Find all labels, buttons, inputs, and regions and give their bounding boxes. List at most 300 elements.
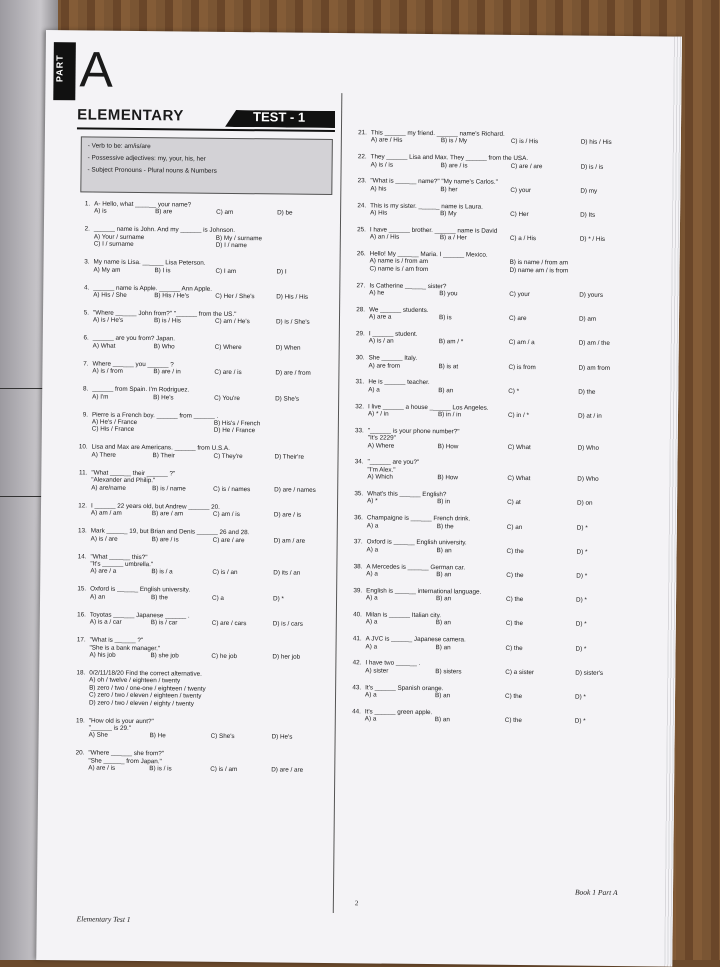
answer-option[interactable]: A) is / an	[368, 337, 394, 346]
question-number: 21.	[358, 129, 367, 137]
answer-option[interactable]: B) is at	[438, 362, 459, 370]
answer-option[interactable]: B) He	[149, 732, 166, 740]
answer-options	[369, 338, 649, 348]
answer-options	[366, 570, 646, 580]
answer-option[interactable]: B) are	[155, 208, 173, 216]
answer-option[interactable]: B) am / *	[438, 338, 464, 346]
answer-option[interactable]: D) on	[577, 500, 593, 508]
question-item	[348, 427, 648, 452]
answer-option[interactable]: C) a sister	[505, 668, 535, 677]
question-item	[346, 611, 646, 629]
test-label: TEST - 1	[253, 109, 306, 125]
answer-options	[368, 442, 648, 452]
answer-option[interactable]: A) There	[91, 451, 116, 459]
question-number: 44.	[352, 708, 361, 716]
answer-options	[366, 595, 646, 605]
answer-option[interactable]: C) Where	[214, 343, 242, 351]
answer-options	[89, 651, 333, 661]
question-item	[73, 284, 337, 302]
question-item	[347, 514, 647, 532]
answer-option[interactable]: B) the	[151, 593, 168, 602]
part-tab	[53, 42, 130, 101]
answer-option[interactable]: A) are/name	[91, 484, 126, 492]
question-item	[345, 684, 645, 702]
question-number: 14.	[77, 552, 87, 560]
question-number: 35.	[354, 490, 364, 498]
answer-option[interactable]: A) oh / twelve / eighteen / twenty	[89, 676, 181, 685]
answer-option[interactable]: B) an	[436, 546, 452, 555]
answer-option[interactable]: B) is / name	[152, 484, 186, 493]
question-item	[71, 527, 335, 545]
answer-options	[92, 419, 336, 436]
title-rule	[77, 127, 335, 132]
question-item	[346, 587, 646, 605]
question-stem: I ______ student.	[368, 330, 418, 338]
answer-option[interactable]: B) an	[435, 692, 451, 700]
question-number: 26.	[356, 250, 366, 258]
question-stem: Toyotas ______ Japanese ______ .	[89, 611, 190, 620]
answer-option[interactable]: A) a	[366, 546, 379, 554]
answer-option[interactable]: C) *	[508, 387, 520, 395]
question-item	[69, 717, 333, 742]
answer-option[interactable]: C) am / a	[508, 339, 535, 347]
answer-option[interactable]: D) Their're	[274, 453, 305, 461]
answer-option[interactable]: D) is / She's	[275, 318, 310, 327]
answer-option[interactable]: D) am / the	[578, 340, 610, 348]
answer-option[interactable]: A) are a	[368, 313, 392, 321]
answer-option[interactable]: C) Her / She's	[215, 292, 255, 301]
answer-option[interactable]: A) a	[368, 386, 380, 394]
question-item	[74, 226, 338, 251]
question-stem: We ______ students.	[369, 306, 429, 314]
answer-option[interactable]: C) are / are	[510, 162, 543, 170]
answer-options	[91, 535, 335, 545]
answer-option[interactable]: A) an / His	[369, 233, 400, 241]
answer-option[interactable]: B) she job	[150, 652, 179, 660]
answer-option[interactable]: A) is / He's	[92, 316, 124, 325]
question-number: 8.	[82, 385, 89, 393]
answer-option[interactable]: A) He's / France	[91, 418, 138, 427]
answer-option[interactable]: A) is / is	[370, 161, 394, 169]
answer-option[interactable]: C) is / names	[213, 485, 251, 493]
answer-option[interactable]: A) are / His	[370, 136, 403, 145]
answer-option[interactable]: D) I / name	[215, 242, 247, 250]
question-stem: ______ from Spain. I'm Rodriguez.	[92, 385, 190, 394]
answer-option[interactable]: A) are / a	[90, 567, 117, 576]
question-stem: "______ are you?"	[367, 458, 420, 467]
answer-option[interactable]: B) is / His	[153, 317, 181, 325]
answer-option[interactable]: A) are from	[368, 362, 401, 370]
answer-option[interactable]: B) He's	[153, 393, 174, 402]
question-number: 29.	[356, 330, 365, 338]
question-number: 10.	[78, 443, 88, 451]
answer-option[interactable]: D) be	[277, 209, 293, 217]
question-number: 30.	[355, 354, 365, 362]
answer-option[interactable]: B) in / in	[437, 411, 462, 419]
answer-option[interactable]: A) is / are	[90, 534, 118, 543]
answer-option[interactable]: B) I is	[154, 266, 171, 274]
answer-options	[88, 765, 332, 775]
answer-option[interactable]: D) *	[576, 572, 588, 580]
answer-option[interactable]: B) is name / from am	[509, 259, 569, 267]
question-number: 43.	[352, 683, 362, 692]
answer-option[interactable]: C) name is / am from	[369, 265, 429, 273]
answer-option[interactable]: A) My am	[93, 266, 121, 274]
answer-option[interactable]: B) His / He's	[154, 292, 190, 300]
answer-option[interactable]: B) How	[437, 442, 459, 450]
answer-option[interactable]: C) the	[505, 620, 523, 628]
answer-option[interactable]: D) He's	[271, 733, 293, 741]
question-number: 7.	[83, 360, 89, 368]
question-stem: Milan is ______ Italian city.	[365, 611, 442, 620]
answer-option[interactable]: C) your	[509, 290, 530, 299]
answer-option[interactable]: A) are / is	[88, 764, 116, 772]
question-item	[345, 708, 645, 726]
answer-option[interactable]: C) the	[506, 571, 524, 580]
answer-option[interactable]: D) *	[576, 548, 588, 556]
question-stem: "It's 2229"	[367, 434, 396, 442]
answer-option[interactable]: C) your	[510, 186, 532, 194]
answer-options	[369, 258, 649, 276]
answer-option[interactable]: B) My	[440, 210, 457, 218]
answer-option[interactable]: D) *	[575, 621, 587, 629]
answer-option[interactable]: A) sister	[365, 667, 389, 675]
answer-option[interactable]: D) *	[576, 596, 587, 604]
answer-option[interactable]: A) his	[370, 185, 387, 193]
answer-option[interactable]: D) *	[574, 717, 586, 725]
answer-option[interactable]: C) the	[505, 692, 523, 701]
answer-option[interactable]: A) a	[366, 522, 379, 530]
answer-option[interactable]: B) is / a	[151, 568, 173, 576]
answer-option[interactable]: B) are / am	[151, 510, 184, 518]
question-stem: 0/2/11/18/20 Find the correct alternative.	[89, 669, 202, 678]
answer-option[interactable]: D) name am / is from	[509, 266, 569, 275]
answer-option[interactable]: C) is from	[508, 363, 536, 371]
answer-options	[370, 209, 650, 219]
answer-option[interactable]: D) are / names	[274, 486, 316, 494]
answer-options	[93, 342, 337, 352]
answer-option[interactable]: B) a / Her	[439, 234, 467, 242]
answer-option[interactable]: B) My / surname	[215, 234, 263, 243]
question-number: 23.	[357, 177, 367, 185]
answer-options	[365, 691, 645, 701]
question-item	[73, 309, 337, 327]
question-number: 19.	[75, 716, 85, 725]
answer-option[interactable]: A) Which	[367, 473, 393, 481]
answer-options	[93, 266, 337, 276]
answer-option[interactable]: D) the	[578, 388, 596, 396]
answer-option[interactable]: C) at	[507, 499, 521, 507]
answer-option[interactable]: B) Who	[153, 342, 175, 351]
answer-option[interactable]: B) is / is	[149, 765, 172, 773]
answer-option[interactable]: C) am	[216, 209, 234, 217]
question-stem: "It's ______ umbrella."	[90, 560, 154, 569]
answer-option[interactable]: B) the	[436, 522, 454, 530]
answer-option[interactable]: B) His's / French	[213, 419, 261, 428]
answer-option[interactable]: A) Where	[367, 442, 395, 450]
answer-option[interactable]: D) her job	[272, 653, 301, 661]
answer-option[interactable]: B) in	[437, 498, 451, 506]
answer-option[interactable]: D) *	[575, 693, 586, 701]
question-number: 37.	[353, 538, 363, 546]
question-item	[351, 129, 651, 147]
answer-option[interactable]: C) are / are	[212, 536, 245, 544]
answer-option[interactable]: B) an	[438, 386, 454, 395]
question-stem: "What is ______ name?" "My name's Carlos."	[370, 177, 498, 187]
answer-option[interactable]: C) What	[507, 475, 531, 483]
answer-option[interactable]: C) am / He's	[214, 318, 250, 326]
answer-option[interactable]: B) How	[437, 474, 459, 482]
question-number: 24.	[357, 201, 367, 209]
answer-option[interactable]: B) is / car	[150, 619, 178, 627]
answer-option[interactable]: D) *	[273, 595, 284, 603]
answer-option[interactable]: B) sisters	[435, 668, 462, 676]
question-stem: Pierre is a French boy. ______ from ______ .	[91, 411, 219, 420]
answer-option[interactable]: D) When	[275, 344, 301, 352]
question-stem: "Alexander and Philip."	[91, 476, 156, 485]
question-item	[70, 553, 334, 578]
question-number: 32.	[355, 402, 365, 410]
answer-option[interactable]: A) *	[367, 497, 378, 505]
answer-option[interactable]: A) his job	[89, 651, 116, 659]
question-stem: "Where ______ John from?" "______ from the US."	[93, 309, 237, 319]
answer-option[interactable]: B) an	[436, 571, 452, 579]
answer-option[interactable]: C) an	[506, 523, 523, 531]
answer-option[interactable]: A) * / in	[367, 410, 389, 418]
answer-option[interactable]: B) zero / two / one-one / eighteen / twenty	[89, 684, 206, 693]
answer-option[interactable]: A) a	[365, 691, 377, 699]
answer-option[interactable]: D) sister's	[575, 669, 604, 677]
answer-option[interactable]: D) She's	[275, 395, 300, 403]
answer-option[interactable]: C) am / is	[212, 510, 240, 519]
answer-option[interactable]: C) His / France	[91, 425, 135, 434]
answer-option[interactable]: C) a / His	[509, 235, 537, 243]
answer-option[interactable]: D) *	[576, 524, 588, 532]
answer-option[interactable]: A) he	[369, 289, 385, 297]
question-number: 40.	[353, 611, 362, 619]
answer-option[interactable]: A) His / She	[93, 291, 127, 299]
answer-option[interactable]: D) His / His	[276, 293, 309, 301]
answer-option[interactable]: A) What	[92, 342, 116, 350]
answer-option[interactable]: D) is / cars	[272, 620, 303, 628]
answer-options	[366, 643, 646, 653]
answer-option[interactable]: D) its / an	[273, 569, 301, 578]
answer-option[interactable]: B) an	[436, 595, 452, 603]
answer-option[interactable]: D) are / is	[273, 511, 302, 519]
answer-option[interactable]: B) is	[438, 314, 452, 322]
question-stem: I have ______ brother. ______ name is David	[369, 226, 498, 235]
question-number: 25.	[357, 226, 366, 234]
answer-option[interactable]: B) are / is	[151, 535, 179, 543]
question-stem: Mark ______ 19, but Brian and Denis ______ 26 and 28.	[90, 527, 250, 537]
answer-option[interactable]: A) is a / car	[89, 618, 122, 626]
questions-column-right	[345, 129, 651, 735]
question-stem: I ______ 22 years old, but Andrew ______ 20.	[90, 502, 220, 511]
question-number: 22.	[357, 153, 367, 161]
answer-option[interactable]: D) I	[276, 268, 287, 276]
answer-option[interactable]: D) am from	[578, 364, 611, 372]
question-stem: "______ is your phone number?"	[367, 427, 460, 436]
answer-option[interactable]: D) are / from	[275, 369, 311, 378]
answer-option[interactable]: D) his / His	[580, 139, 612, 147]
question-item	[348, 403, 648, 421]
question-item	[350, 202, 650, 220]
answer-option[interactable]: C) is / am	[210, 765, 238, 774]
question-stem: She ______ Italy.	[368, 354, 418, 363]
answer-options	[368, 362, 648, 372]
question-number: 31.	[355, 378, 365, 386]
answer-option[interactable]: A) a	[365, 618, 378, 626]
question-stem: I live ______ a house ______ Los Angeles.	[368, 403, 489, 412]
answer-option[interactable]: D) Who	[577, 444, 600, 452]
answer-option[interactable]: A) She	[88, 731, 108, 740]
answer-option[interactable]: C) I / surname	[93, 240, 134, 249]
answer-option[interactable]: D) * / His	[579, 235, 606, 244]
answer-options	[371, 137, 651, 147]
answer-option[interactable]: A) am / am	[90, 509, 122, 517]
answer-option[interactable]: C) is / His	[510, 138, 539, 146]
answer-options	[371, 161, 651, 171]
question-item	[74, 200, 338, 218]
question-item	[73, 335, 337, 353]
question-stem: "Where ______ she from?"	[88, 749, 164, 758]
answer-option[interactable]: D) my	[580, 187, 598, 195]
answer-option[interactable]: A) a	[364, 715, 377, 723]
question-number: 15.	[77, 585, 87, 593]
page-number: 2	[354, 899, 359, 908]
question-number: 1.	[84, 200, 91, 208]
answer-option[interactable]: C) the	[504, 717, 522, 725]
answer-option[interactable]: A) name is / from am	[369, 257, 429, 266]
answer-option[interactable]: D) Its	[580, 211, 596, 219]
question-item	[69, 669, 333, 709]
answer-option[interactable]: C) the	[505, 644, 523, 652]
answer-option[interactable]: D) *	[575, 645, 587, 653]
question-item	[73, 259, 337, 277]
grammar-topic: - Verb to be: am/is/are	[87, 142, 151, 151]
question-number: 28.	[356, 306, 366, 314]
question-stem: Lisa and Max are Americans. ______ from U.S.A.	[91, 443, 230, 453]
answer-option[interactable]: D) am / are	[273, 536, 306, 545]
answer-options	[92, 393, 336, 403]
answer-options	[367, 498, 647, 508]
answer-options	[370, 185, 650, 195]
answer-option[interactable]: C) She's	[210, 733, 235, 741]
question-item	[72, 360, 336, 378]
answer-options	[366, 619, 646, 629]
question-number: 41.	[352, 635, 362, 643]
question-item	[345, 660, 645, 678]
answer-options	[368, 386, 648, 396]
answer-option[interactable]: A) a	[366, 570, 378, 578]
answer-option[interactable]: A) His	[370, 209, 388, 217]
answer-option[interactable]: C) What	[507, 443, 531, 451]
answer-option[interactable]: C) are / is	[214, 369, 242, 377]
answer-option[interactable]: B) her	[440, 185, 458, 194]
question-number: 34.	[354, 458, 364, 466]
answer-option[interactable]: D) zero / two / eleven / eighty / twenty	[88, 699, 194, 708]
question-item	[350, 226, 650, 244]
answer-option[interactable]: A) is	[94, 207, 107, 216]
answer-option[interactable]: C) in / *	[507, 411, 530, 420]
part-letter: A	[79, 41, 114, 98]
answer-option[interactable]: B) an	[435, 619, 451, 627]
answer-option[interactable]: C) the	[506, 547, 524, 555]
answer-option[interactable]: A) Your / surname	[93, 233, 145, 241]
answer-options	[367, 546, 647, 556]
answer-options	[369, 289, 649, 299]
answer-option[interactable]: D) is / is	[580, 163, 604, 171]
question-item	[72, 386, 336, 404]
answer-option[interactable]: A) a	[366, 594, 378, 602]
answer-option[interactable]: B) an	[435, 643, 451, 651]
answer-option[interactable]: D) at / in	[577, 412, 602, 420]
answer-options	[93, 317, 337, 327]
answer-option[interactable]: A) I'm	[92, 393, 109, 401]
answer-option[interactable]: D) are / are	[271, 766, 304, 774]
answer-option[interactable]: B) you	[439, 290, 458, 298]
answer-option[interactable]: D) He / France	[213, 427, 256, 435]
question-item	[346, 635, 646, 653]
answer-option[interactable]: D) am	[578, 315, 597, 324]
answer-option[interactable]: B) an	[434, 716, 450, 724]
answer-options	[92, 368, 336, 378]
answer-option[interactable]: A) a	[365, 643, 378, 651]
answer-option[interactable]: C) Her	[510, 210, 529, 219]
answer-options	[94, 233, 338, 250]
part-word: PART	[54, 54, 65, 83]
answer-option[interactable]: C) They're	[213, 452, 243, 460]
question-number: 20.	[75, 749, 85, 757]
answer-option[interactable]: C) zero / two / eleven / eighteen / twenty	[89, 691, 202, 700]
answer-option[interactable]: D) Who	[577, 475, 599, 484]
answer-option[interactable]: B) are / in	[153, 368, 181, 376]
answer-options	[90, 568, 334, 578]
answer-option[interactable]: C) he job	[211, 652, 238, 660]
answer-option[interactable]: C) You're	[214, 394, 240, 402]
question-item	[347, 539, 647, 557]
answer-option[interactable]: C) the	[506, 596, 524, 604]
answer-option[interactable]: B) is / My	[440, 137, 468, 145]
answer-option[interactable]: C) is / an	[212, 569, 238, 577]
question-stem: "I'm Alex."	[367, 466, 396, 474]
answer-options	[92, 451, 336, 461]
question-stem: ______ name is Apple. ______ Ann Apple.	[93, 284, 213, 293]
questions-column-left	[68, 200, 338, 785]
question-stem: ______ are you from? Japan.	[92, 334, 176, 343]
question-number: 36.	[354, 514, 363, 522]
answer-option[interactable]: B) are / is	[440, 161, 468, 170]
answer-option[interactable]: C) a	[212, 594, 225, 602]
answer-option[interactable]: A) is / from	[92, 367, 123, 376]
question-number: 2.	[84, 225, 90, 233]
question-number: 27.	[356, 281, 366, 289]
answer-option[interactable]: D) yours	[579, 291, 604, 299]
answer-option[interactable]: B) Their	[152, 452, 175, 460]
question-stem: What's this ______ English?	[367, 490, 447, 499]
answer-options	[369, 314, 649, 324]
question-item	[347, 490, 647, 508]
question-item	[347, 459, 647, 484]
question-number: 38.	[353, 562, 363, 571]
question-item	[70, 611, 334, 629]
answer-options	[89, 732, 333, 742]
answer-option[interactable]: C) are	[508, 315, 527, 323]
answer-option[interactable]: C) are / cars	[211, 619, 247, 628]
answer-options	[367, 474, 647, 484]
answer-option[interactable]: A) an	[90, 593, 106, 601]
answer-option[interactable]: C) I am	[215, 267, 237, 275]
